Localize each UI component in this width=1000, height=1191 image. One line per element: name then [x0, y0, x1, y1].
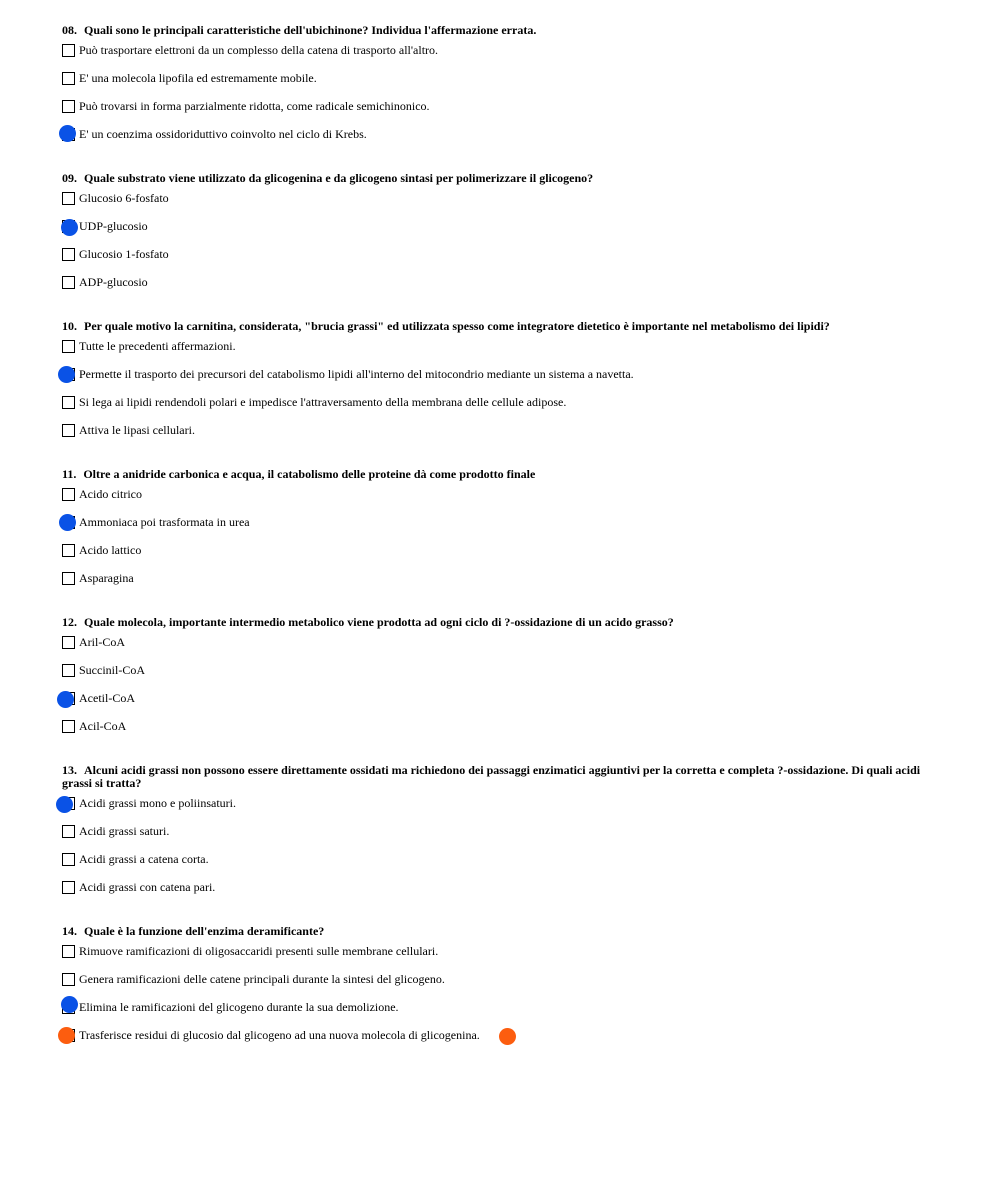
question-09 — [62, 172, 922, 304]
question-text: Per quale motivo la carnitina, considerata, "brucia grassi" ed utilizzata spesso come integratore dietetico è importante nel metabolismo dei lipidi? — [84, 319, 830, 333]
question-title — [62, 764, 922, 790]
question-title — [62, 616, 922, 629]
cursor-marker-start — [58, 1027, 75, 1044]
question-08 — [62, 24, 922, 156]
selected-answer-marker — [57, 691, 74, 708]
answer-option[interactable] — [62, 945, 922, 973]
selected-answer-marker — [59, 514, 76, 531]
question-title — [62, 24, 922, 37]
answer-option-label: Acidi grassi con catena pari. — [79, 880, 216, 894]
answer-checkbox[interactable] — [62, 664, 75, 677]
question-number: 08. — [62, 23, 77, 37]
answer-checkbox[interactable] — [62, 544, 75, 557]
answer-option-label: Può trovarsi in forma parzialmente ridotta, come radicale semichinonico. — [79, 99, 430, 113]
answer-option[interactable] — [62, 488, 922, 516]
answer-checkbox[interactable] — [62, 881, 75, 894]
question-title — [62, 925, 922, 938]
question-10 — [62, 320, 922, 452]
answer-checkbox[interactable] — [62, 572, 75, 585]
answer-options — [62, 192, 922, 304]
answer-option[interactable] — [62, 248, 922, 276]
answer-option-label: Asparagina — [79, 571, 134, 585]
answer-option-label: Attiva le lipasi cellulari. — [79, 423, 195, 437]
answer-option-label: Aril-CoA — [79, 635, 125, 649]
selected-answer-marker — [58, 366, 75, 383]
answer-option-label: Acidi grassi a catena corta. — [79, 852, 209, 866]
answer-option[interactable] — [62, 572, 922, 600]
answer-option[interactable] — [62, 516, 922, 544]
answer-option[interactable] — [62, 720, 922, 748]
answer-option-label: Glucosio 6-fosfato — [79, 191, 169, 205]
answer-options — [62, 44, 922, 156]
answer-option-label: Genera ramificazioni delle catene principali durante la sintesi del glicogeno. — [79, 972, 445, 986]
selected-answer-marker — [56, 796, 73, 813]
selected-answer-marker — [61, 996, 78, 1013]
answer-option-label: Acido lattico — [79, 543, 142, 557]
answer-option-label: Trasferisce residui di glucosio dal glicogeno ad una nuova molecola di glicogenina. — [79, 1028, 480, 1042]
answer-checkbox[interactable] — [62, 100, 75, 113]
answer-checkbox[interactable] — [62, 945, 75, 958]
question-14 — [62, 925, 922, 1057]
answer-option-label: Glucosio 1-fosfato — [79, 247, 169, 261]
answer-options — [62, 340, 922, 452]
question-number: 10. — [62, 319, 77, 333]
answer-option[interactable] — [62, 128, 922, 156]
answer-option-label: Acetil-CoA — [79, 691, 135, 705]
answer-option-label: Acidi grassi mono e poliinsaturi. — [79, 796, 236, 810]
question-13 — [62, 764, 922, 909]
answer-option[interactable] — [62, 544, 922, 572]
answer-option[interactable] — [62, 853, 922, 881]
answer-checkbox[interactable] — [62, 825, 75, 838]
answer-option-label: ADP-glucosio — [79, 275, 148, 289]
answer-option[interactable] — [62, 636, 922, 664]
question-number: 11. — [62, 467, 77, 481]
answer-option[interactable] — [62, 881, 922, 909]
answer-option[interactable] — [62, 396, 922, 424]
question-title — [62, 172, 922, 185]
answer-option[interactable] — [62, 424, 922, 452]
answer-checkbox[interactable] — [62, 396, 75, 409]
question-11 — [62, 468, 922, 600]
answer-option-label: UDP-glucosio — [79, 219, 148, 233]
question-text: Alcuni acidi grassi non possono essere direttamente ossidati ma richiedono dei passaggi enzimatici aggiuntivi per la corretta e completa ?-ossidazione. Di quali acidi grassi si tratta? — [62, 763, 921, 790]
answer-option-label: Tutte le precedenti affermazioni. — [79, 339, 236, 353]
answer-option-label: E' un coenzima ossidoriduttivo coinvolto nel ciclo di Krebs. — [79, 127, 367, 141]
answer-option[interactable] — [62, 72, 922, 100]
answer-checkbox[interactable] — [62, 192, 75, 205]
answer-option[interactable] — [62, 44, 922, 72]
answer-checkbox[interactable] — [62, 72, 75, 85]
answer-option-label: Si lega ai lipidi rendendoli polari e impedisce l'attraversamento della membrana delle cellule adipose. — [79, 395, 567, 409]
answer-checkbox[interactable] — [62, 853, 75, 866]
answer-checkbox[interactable] — [62, 340, 75, 353]
answer-checkbox[interactable] — [62, 276, 75, 289]
answer-checkbox[interactable] — [62, 488, 75, 501]
answer-option-label: E' una molecola lipofila ed estremamente mobile. — [79, 71, 317, 85]
answer-option-label: Acil-CoA — [79, 719, 127, 733]
selected-answer-marker — [59, 125, 76, 142]
question-text: Quale substrato viene utilizzato da glicogenina e da glicogeno sintasi per polimerizzare il glicogeno? — [84, 171, 594, 185]
question-title — [62, 320, 922, 333]
question-text: Quale molecola, importante intermedio metabolico viene prodotta ad ogni ciclo di ?-ossidazione di un acido grasso? — [84, 615, 674, 629]
question-text: Oltre a anidride carbonica e acqua, il catabolismo delle proteine dà come prodotto finale — [83, 467, 536, 481]
answer-checkbox[interactable] — [62, 973, 75, 986]
answer-option[interactable] — [62, 340, 922, 368]
quiz-document — [62, 24, 922, 1073]
answer-checkbox[interactable] — [62, 720, 75, 733]
answer-option[interactable] — [62, 276, 922, 304]
answer-option[interactable] — [62, 1001, 922, 1029]
answer-option[interactable] — [62, 692, 922, 720]
question-number: 09. — [62, 171, 77, 185]
answer-option-label: Ammoniaca poi trasformata in urea — [79, 515, 250, 529]
question-title — [62, 468, 922, 481]
answer-option[interactable] — [62, 664, 922, 692]
selected-answer-marker — [61, 219, 78, 236]
answer-checkbox[interactable] — [62, 248, 75, 261]
answer-checkbox[interactable] — [62, 44, 75, 57]
question-number: 13. — [62, 763, 77, 777]
answer-option-label: Può trasportare elettroni da un complesso della catena di trasporto all'altro. — [79, 43, 439, 57]
answer-options — [62, 797, 922, 909]
question-text: Quale è la funzione dell'enzima deramificante? — [84, 924, 325, 938]
cursor-marker-end — [499, 1028, 516, 1045]
question-number: 14. — [62, 924, 77, 938]
answer-option[interactable] — [62, 368, 922, 396]
answer-option[interactable] — [62, 220, 922, 248]
answer-option[interactable] — [62, 973, 922, 1001]
answer-option-label: Acido citrico — [79, 487, 142, 501]
answer-option[interactable] — [62, 100, 922, 128]
answer-checkbox[interactable] — [62, 424, 75, 437]
answer-option[interactable] — [62, 192, 922, 220]
answer-option-label: Acidi grassi saturi. — [79, 824, 170, 838]
question-number: 12. — [62, 615, 77, 629]
answer-option-label: Elimina le ramificazioni del glicogeno durante la sua demolizione. — [79, 1000, 399, 1014]
answer-options — [62, 488, 922, 600]
answer-option[interactable] — [62, 1029, 922, 1057]
question-text: Quali sono le principali caratteristiche dell'ubichinone? Individua l'affermazione errata. — [84, 23, 537, 37]
answer-options — [62, 636, 922, 748]
answer-checkbox[interactable] — [62, 636, 75, 649]
question-12 — [62, 616, 922, 748]
answer-option[interactable] — [62, 825, 922, 853]
answer-option-label: Succinil-CoA — [79, 663, 145, 677]
answer-option[interactable] — [62, 797, 922, 825]
answer-option-label: Permette il trasporto dei precursori del catabolismo lipidi all'interno del mitocondrio mediante un sistema a navetta. — [79, 367, 634, 381]
answer-option-label: Rimuove ramificazioni di oligosaccaridi presenti sulle membrane cellulari. — [79, 944, 439, 958]
answer-options — [62, 945, 922, 1057]
